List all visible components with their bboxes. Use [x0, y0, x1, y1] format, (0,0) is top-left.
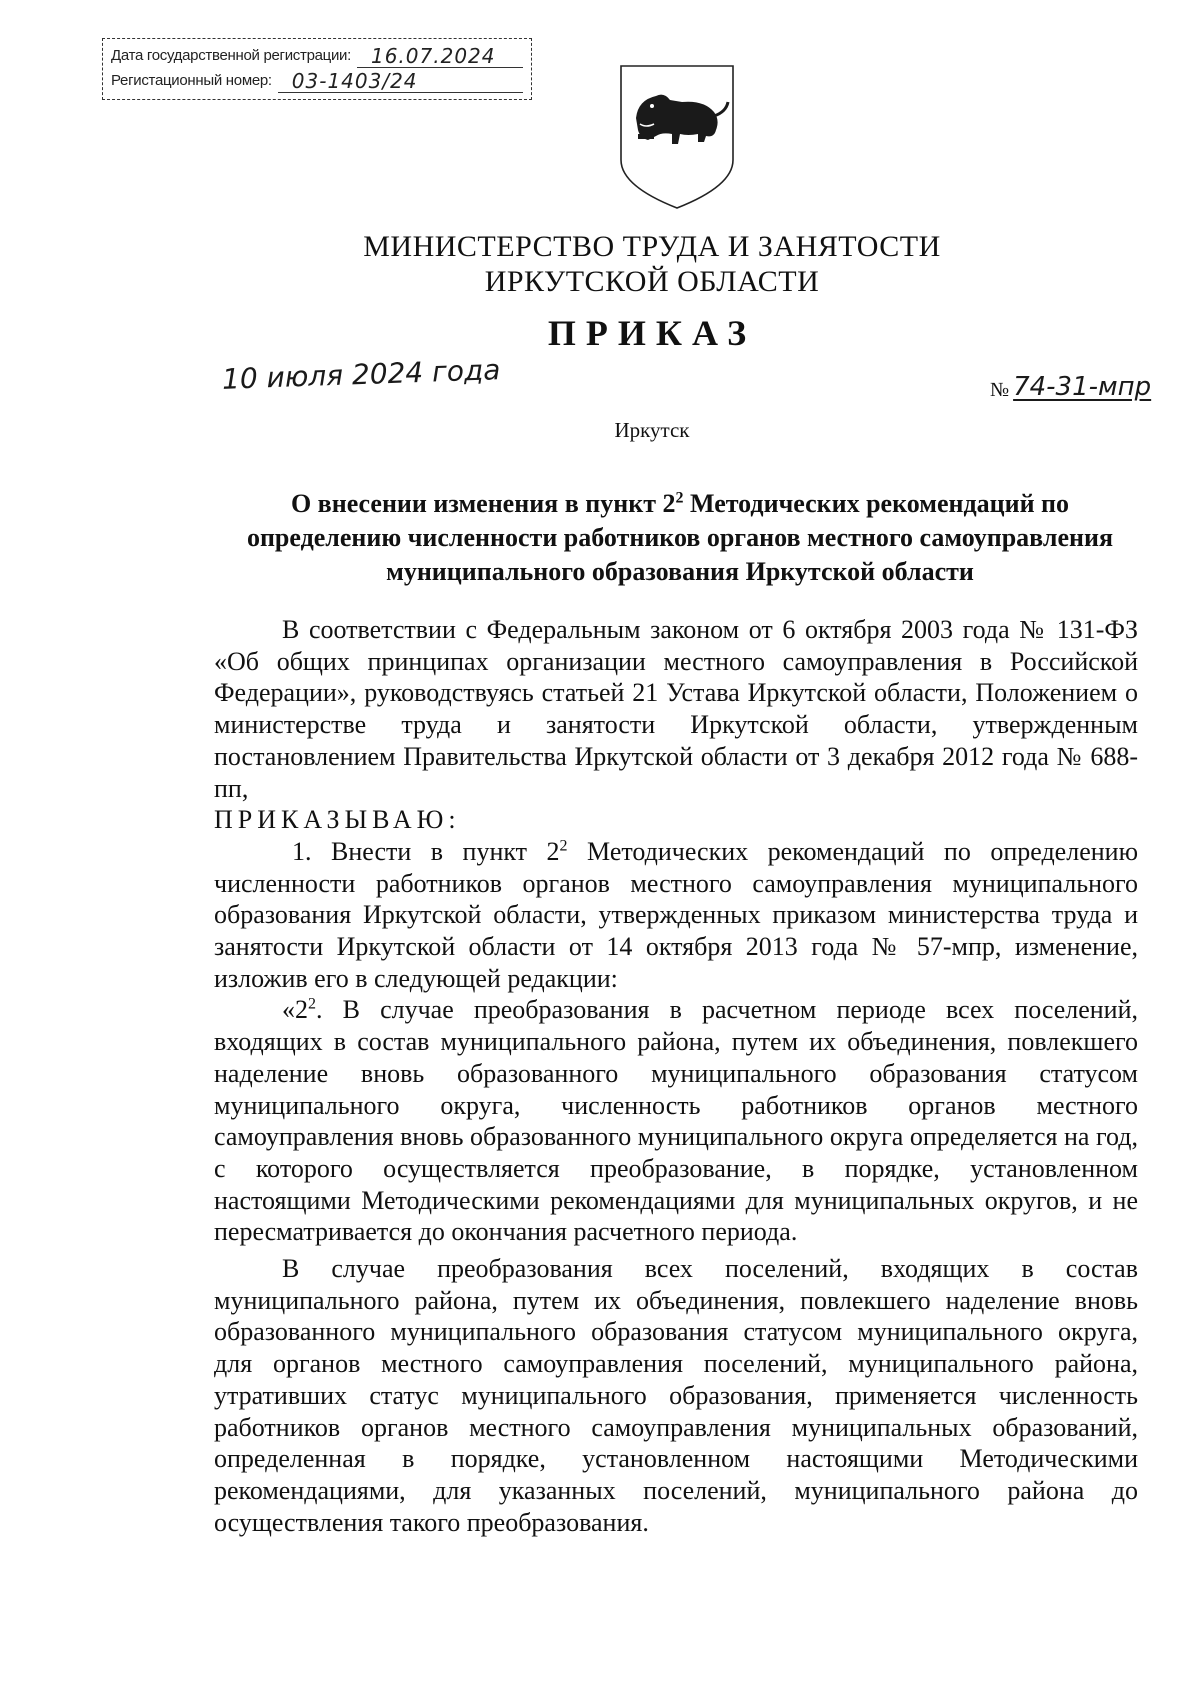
ministry-name-line1: МИНИСТЕРСТВО ТРУДА И ЗАНЯТОСТИ	[363, 230, 941, 263]
item1-sup: 2	[559, 837, 568, 855]
item1-part2: Методических рекомендаций по определению численности работников органов местного самоуправления муниципального образования Иркутской области, утвержденных приказом министерства труда и занятости Иркутской области от 14 октября 2013 года № 57-мпр, изменение, изложив его в следующей редакции:	[214, 836, 1138, 993]
order-heading	[230, 487, 1130, 589]
quote-part2: . В случае преобразования в расчетном периоде всех поселений, входящих в состав муниципального района, путем их объединения, повлекшего наделение вновь образованного муниципального образования статусом муниципального округа, численность работников органов местного самоуправления вновь образованного муниципального округа определяется на год, с которого осуществляется преобразование, в порядке, установленном настоящими Методическими рекомендациями для муниципальных округов, и не пересматривается до окончания расчетного периода.	[214, 995, 1138, 1247]
registration-number-value: 03-1403/24	[278, 70, 523, 93]
quote-part1: «2	[282, 995, 308, 1025]
order-number	[990, 372, 1151, 402]
registration-number-label: Регистационный номер:	[111, 72, 272, 89]
heading-part2: Методических рекомендаций по определению численности работников органов местного самоуправления муниципального образования Иркутской области	[246, 489, 1114, 586]
preamble-paragraph: В соответствии с Федеральным законом от 6 октября 2003 года № 131-ФЗ «Об общих принципах организации местного самоуправления в Российской Федерации», руководствуясь статьей 21 Устава Иркутской области, Положением о министерстве труда и занятости Иркутской области, утвержденным постановлением Правительства Иркутской области от 3 декабря 2012 года № 688-пп,	[214, 615, 1138, 803]
item1-paragraph	[214, 836, 1138, 995]
heading-sup: 2	[675, 489, 684, 507]
document-body	[214, 614, 1138, 1538]
quote-sup: 2	[308, 995, 316, 1013]
heading-part1: О внесении изменения в пункт 2	[290, 489, 676, 518]
quoted-paragraph	[214, 994, 1138, 1248]
ministry-name-line2: ИРКУТСКОЙ ОБЛАСТИ	[484, 265, 820, 298]
registration-date-label: Дата государственной регистрации:	[111, 47, 351, 64]
city: Иркутск	[614, 418, 690, 442]
registration-stamp	[102, 38, 532, 100]
registration-date-value: 16.07.2024	[357, 45, 523, 68]
number-sign: №	[990, 379, 1010, 401]
order-date: 10 июля 2024 года	[221, 353, 501, 396]
order-number-value: 74-31-мпр	[1013, 372, 1152, 402]
registration-date-row	[111, 43, 523, 68]
order-word: ПРИКАЗЫВАЮ:	[214, 805, 461, 835]
document-type: ПРИКАЗ	[547, 313, 757, 353]
registration-number-row	[111, 68, 523, 93]
item1-part1: 1. Внести в пункт 2	[292, 836, 560, 866]
coat-of-arms-icon	[618, 62, 736, 212]
second-paragraph: В случае преобразования всех поселений, входящих в состав муниципального района, путем их объединения, повлекшего наделение вновь образованного муниципального образования статусом муниципального округа, для органов местного самоуправления поселений, муниципального района, утративших статус муниципального образования, применяется численность работников органов местного самоуправления муниципальных образований, определенная в порядке, установленном настоящими Методическими рекомендациями, для указанных поселений, муниципального района до осуществления такого преобразования.	[214, 1254, 1138, 1537]
